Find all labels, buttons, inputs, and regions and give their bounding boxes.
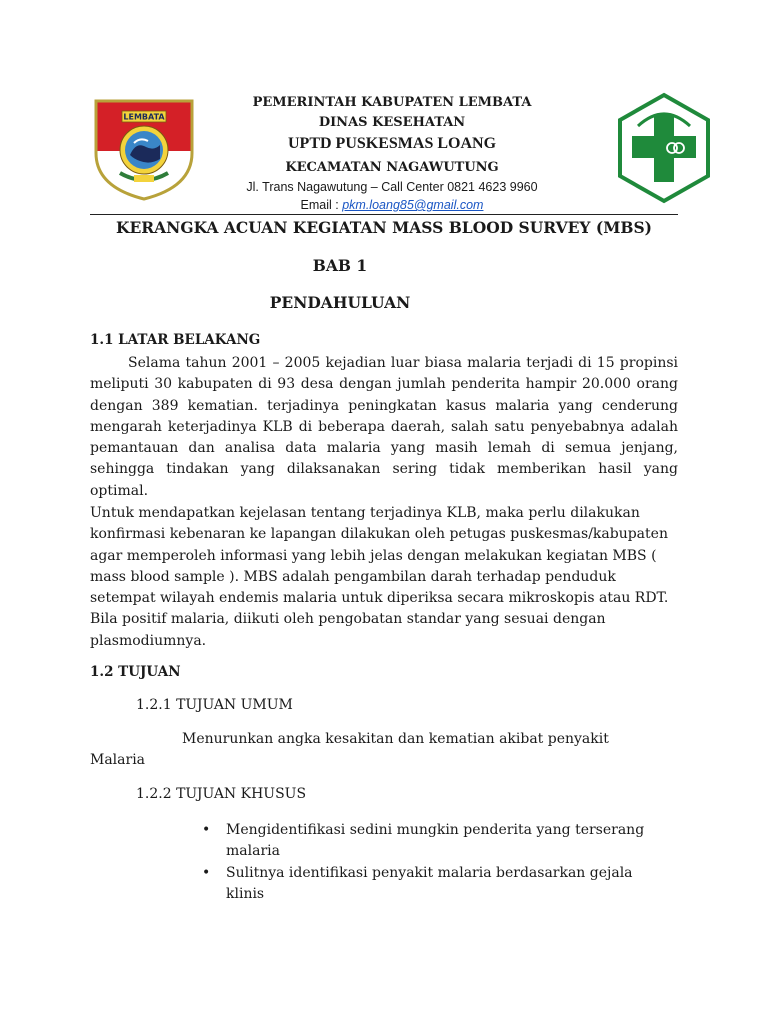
lembata-regency-emblem: [90, 95, 198, 201]
subsection-heading-tujuan-khusus: 1.2.2 TUJUAN KHUSUS: [136, 786, 307, 802]
chapter-title: PENDAHULUAN: [269, 293, 411, 312]
header-department: DINAS KESEHATAN: [318, 115, 466, 130]
bullet-icon: •: [202, 822, 211, 838]
header-government: PEMERINTAH KABUPATEN LEMBATA: [252, 95, 532, 110]
puskesmas-logo: [616, 92, 712, 204]
chapter-number: BAB 1: [312, 256, 368, 275]
paragraph-background-1: Selama tahun 2001 – 2005 kejadian luar biasa malaria terjadi di 15 propinsi meliputi 30 kabupaten di 93 desa dengan jumlah penderita hampir 20.000 orang dengan 389 kematian. terjadinya peningkatan kasus malaria yang cenderung mengarah keterjadinya KLB di beberapa daerah, salah satu penyebabnya adalah pemantauan dan analisa data malaria yang masih lemah di semua jenjang, sehingga tindakan yang dilaksanakan sering tidak memberikan hasil yang optimal.: [90, 355, 678, 499]
email-link[interactable]: pkm.loang85@gmail.com: [342, 198, 484, 212]
tujuan-khusus-list: [202, 820, 662, 906]
header-district: KECAMATAN NAGAWUTUNG: [285, 160, 499, 175]
document-title: KERANGKA ACUAN KEGIATAN MASS BLOOD SURVEY (MBS): [115, 218, 652, 237]
list-item: [202, 820, 662, 862]
tujuan-umum-text-continued: Malaria: [90, 752, 146, 768]
bullet-icon: •: [202, 865, 211, 881]
header-email-line: [200, 198, 584, 212]
list-item-text: Mengidentifikasi sedini mungkin penderita yang terserang malaria: [226, 822, 645, 859]
emblem-text: LEMBATA: [123, 112, 165, 122]
list-item: [202, 863, 662, 905]
header-institution: UPTD PUSKESMAS LOANG: [287, 135, 497, 152]
header-divider: [90, 214, 678, 215]
subsection-heading-tujuan-umum: 1.2.1 TUJUAN UMUM: [136, 697, 293, 713]
section-heading-latar-belakang: 1.1 LATAR BELAKANG: [90, 332, 261, 348]
email-label: Email :: [300, 198, 343, 212]
list-item-text: Sulitnya identifikasi penyakit malaria berdasarkan gejala klinis: [226, 865, 633, 902]
section-heading-tujuan: 1.2 TUJUAN: [90, 664, 181, 680]
tujuan-umum-text: Menurunkan angka kesakitan dan kematian akibat penyakit: [182, 731, 609, 747]
header-address: Jl. Trans Nagawutung – Call Center 0821 4623 9960: [246, 180, 538, 194]
paragraph-background-2: Untuk mendapatkan kejelasan tentang terjadinya KLB, maka perlu dilakukan konfirmasi kebenaran ke lapangan dilakukan oleh petugas puskesmas/kabupaten agar memperoleh informasi yang lebih jelas dengan melakukan kegiatan MBS ( mass blood sample ). MBS adalah pengambilan darah terhadap penduduk setempat wilayah endemis malaria untuk diperiksa secara mikroskopis atau RDT. Bila positif malaria, diikuti oleh pengobatan standar yang sesuai dengan plasmodiumnya.: [90, 505, 669, 649]
